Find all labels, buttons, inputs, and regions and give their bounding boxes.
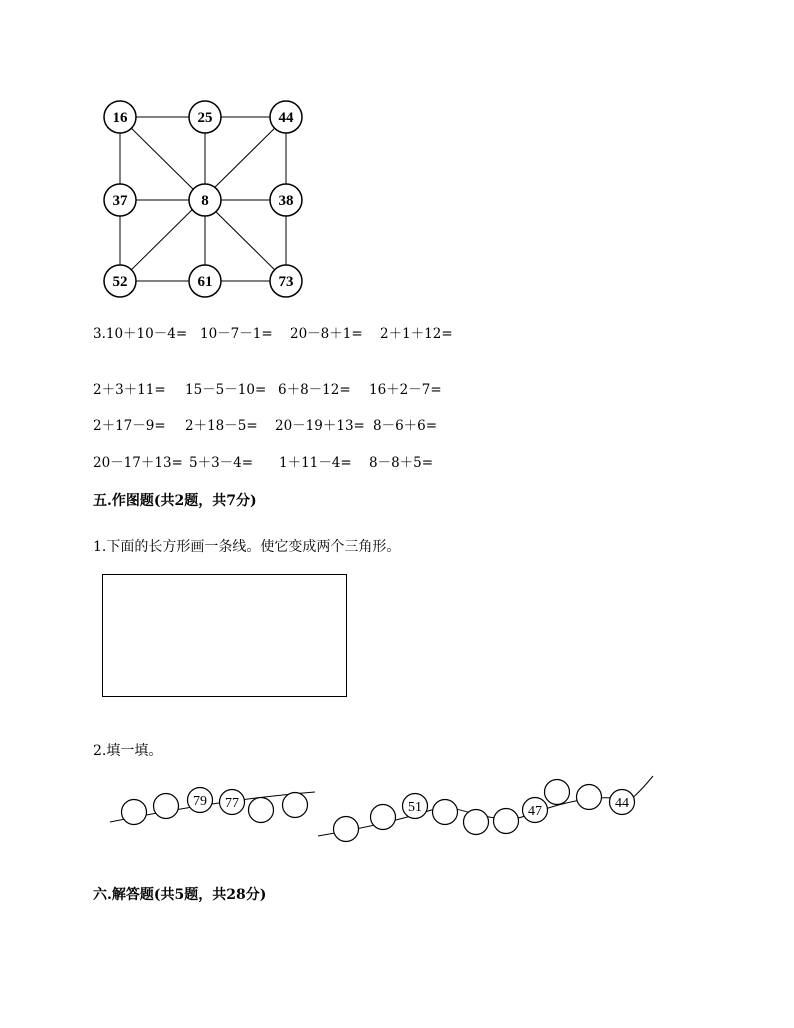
- bead-chains: [100, 770, 670, 850]
- bead[interactable]: [433, 800, 458, 825]
- grid-node-value: 8: [201, 193, 209, 209]
- bead[interactable]: [334, 817, 359, 842]
- rectangle-drawing-area[interactable]: [102, 574, 347, 697]
- question-1-text: 1.下面的长方形画一条线。使它变成两个三角形。: [93, 539, 401, 555]
- bead-label: 44: [615, 796, 629, 811]
- bead-label: 77: [225, 796, 239, 811]
- arithmetic-problem[interactable]: 10－7－1=: [200, 326, 273, 342]
- bead-label: 47: [528, 804, 542, 819]
- bead[interactable]: [577, 785, 602, 810]
- arithmetic-problem[interactable]: 20－17＋13=: [93, 455, 183, 471]
- arithmetic-problem[interactable]: 2＋1＋12=: [380, 326, 453, 342]
- arithmetic-problem[interactable]: 16＋2－7=: [369, 382, 442, 398]
- arithmetic-problem[interactable]: 8－6＋6=: [373, 418, 438, 434]
- arithmetic-problem[interactable]: 2＋3＋11=: [93, 382, 166, 398]
- arithmetic-problem[interactable]: 5＋3－4=: [189, 455, 254, 471]
- grid-node-value: 44: [278, 110, 294, 126]
- bead[interactable]: [464, 810, 489, 835]
- number-grid-diagram: [95, 92, 315, 307]
- arithmetic-problem[interactable]: 20－8＋1=: [290, 326, 363, 342]
- arithmetic-problem[interactable]: 8－8＋5=: [369, 455, 434, 471]
- bead[interactable]: [249, 798, 274, 823]
- arithmetic-problem[interactable]: 6＋8－12=: [278, 382, 351, 398]
- bead-label: 79: [193, 794, 207, 809]
- section-six-heading: 六.解答题(共5题，共28分): [93, 887, 267, 903]
- bead-label: 51: [408, 800, 422, 815]
- arithmetic-problem[interactable]: 1＋11－4=: [279, 455, 352, 471]
- section-five-heading: 五.作图题(共2题，共7分): [93, 493, 257, 509]
- arithmetic-problem[interactable]: 15－5－10=: [185, 382, 267, 398]
- bead[interactable]: [122, 800, 147, 825]
- question-2-text: 2.填一填。: [93, 743, 163, 759]
- arithmetic-problem[interactable]: 3.10＋10－4=: [93, 326, 188, 342]
- arithmetic-problem[interactable]: 20－19＋13=: [275, 418, 365, 434]
- bead[interactable]: [283, 793, 308, 818]
- bead[interactable]: [494, 809, 519, 834]
- arithmetic-problem[interactable]: 2＋17－9=: [93, 418, 166, 434]
- grid-node-value: 16: [112, 110, 128, 126]
- grid-node-value: 73: [278, 274, 294, 290]
- arithmetic-problem[interactable]: 2＋18－5=: [185, 418, 258, 434]
- bead[interactable]: [371, 805, 396, 830]
- grid-node-value: 38: [278, 193, 294, 209]
- grid-node-value: 37: [112, 193, 128, 209]
- grid-node-value: 52: [112, 274, 128, 290]
- bead[interactable]: [154, 794, 179, 819]
- grid-node-value: 25: [197, 110, 213, 126]
- bead[interactable]: [545, 780, 570, 805]
- grid-node-value: 61: [197, 274, 213, 290]
